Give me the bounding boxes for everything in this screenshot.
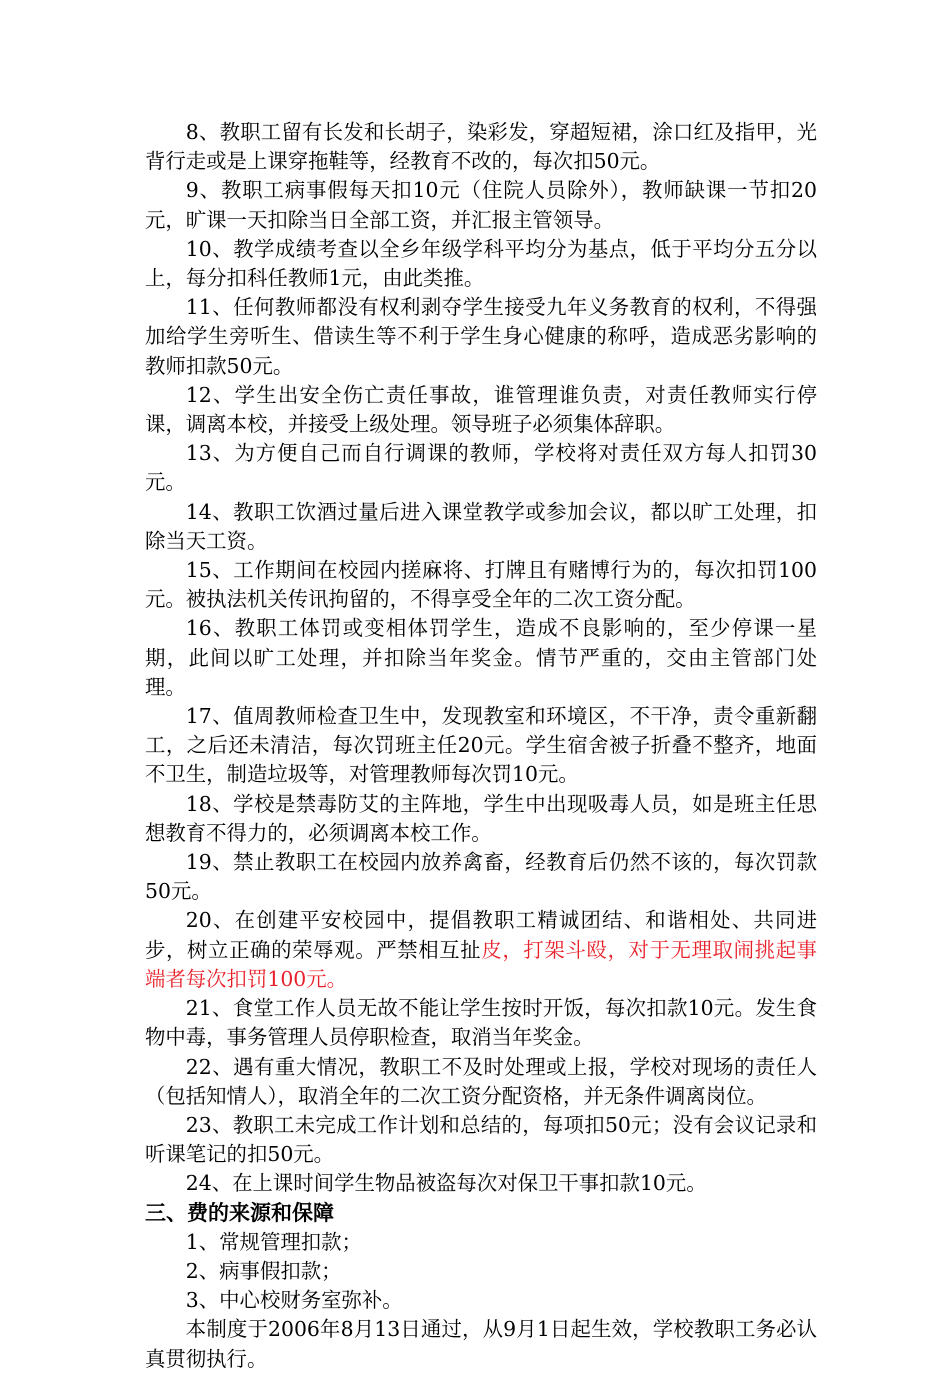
rule-item-21: 21、食堂工作人员无故不能让学生按时开饭，每次扣款10元。发生食物中毒，事务管理人员停职检查，取消当年奖金。 bbox=[145, 996, 817, 1050]
rule-item-13: 13、为方便自己而自行调课的教师，学校将对责任双方每人扣罚30元。 bbox=[145, 441, 817, 495]
rule-item-14: 14、教职工饮酒过量后进入课堂教学或参加会议，都以旷工处理，扣除当天工资。 bbox=[145, 499, 817, 553]
rule-item-10: 10、教学成绩考查以全乡年级学科平均分为基点，低于平均分五分以上，每分扣科任教师1元，由此类推。 bbox=[145, 236, 817, 291]
rule-item-23: 23、教职工未完成工作计划和总结的，每项扣50元；没有会议记录和听课笔记的扣50元。 bbox=[145, 1112, 817, 1167]
rule-item-9: 9、教职工病事假每天扣10元（住院人员除外），教师缺课一节扣20元，旷课一天扣除当日全部工资，并汇报主管领导。 bbox=[145, 178, 817, 232]
rule-item-19: 19、禁止教职工在校园内放养禽畜，经教育后仍然不该的，每次罚款50元。 bbox=[145, 850, 817, 904]
rule-item-20 bbox=[145, 906, 817, 994]
source-item-1: 1、常规管理扣款； bbox=[185, 1229, 362, 1254]
section-heading: 三、费的来源和保障 bbox=[145, 1200, 334, 1225]
source-item-2: 2、病事假扣款； bbox=[185, 1258, 342, 1283]
rule-item-20-highlight: 皮，打架斗殴，对于无理取闹挑起事端者每次扣罚100元。 bbox=[145, 937, 818, 991]
rule-item-18: 18、学校是禁毒防艾的主阵地，学生中出现吸毒人员，如是班主任思想教育不得力的，必须调离本校工作。 bbox=[145, 791, 817, 845]
rule-item-24: 24、在上课时间学生物品被盗每次对保卫干事扣款10元。 bbox=[185, 1171, 707, 1196]
document-page bbox=[145, 118, 817, 1374]
rule-item-8: 8、教职工留有长发和长胡子，染彩发，穿超短裙，涂口红及指甲，光背行走或是上课穿拖鞋等，经教育不改的，每次扣50元。 bbox=[145, 120, 817, 174]
rule-item-11: 11、任何教师都没有权利剥夺学生接受九年义务教育的权利，不得强加给学生旁听生、借读生等不利于学生身心健康的称呼，造成恶劣影响的教师扣款50元。 bbox=[145, 295, 817, 378]
rule-item-22: 22、遇有重大情况，教职工不及时处理或上报，学校对现场的责任人（包括知情人），取消全年的二次工资分配资格，并无条件调离岗位。 bbox=[145, 1054, 817, 1108]
source-item-3: 3、中心校财务室弥补。 bbox=[185, 1288, 403, 1313]
closing-paragraph: 本制度于2006年8月13日通过，从9月1日起生效，学校教职工务必认真贯彻执行。 bbox=[145, 1317, 817, 1371]
rule-item-20-text: 20、在创建平安校园中，提倡教职工精诚团结、和谐相处、共同进步，树立正确的荣辱观。严禁相互扯 bbox=[145, 908, 817, 962]
rule-item-12: 12、学生出安全伤亡责任事故，谁管理谁负责，对责任教师实行停课，调离本校，并接受上级处理。领导班子必须集体辞职。 bbox=[145, 382, 817, 437]
rule-item-16: 16、教职工体罚或变相体罚学生，造成不良影响的，至少停课一星期，此间以旷工处理，并扣除当年奖金。情节严重的，交由主管部门处理。 bbox=[145, 616, 817, 699]
rule-item-17: 17、值周教师检查卫生中，发现教室和环境区，不干净，责令重新翻工，之后还未清洁，每次罚班主任20元。学生宿舍被子折叠不整齐，地面不卫生，制造垃圾等，对管理教师每次罚10元。 bbox=[145, 704, 817, 787]
rule-item-15: 15、工作期间在校园内搓麻将、打牌且有赌博行为的，每次扣罚100元。被执法机关传讯拘留的，不得享受全年的二次工资分配。 bbox=[145, 558, 817, 612]
